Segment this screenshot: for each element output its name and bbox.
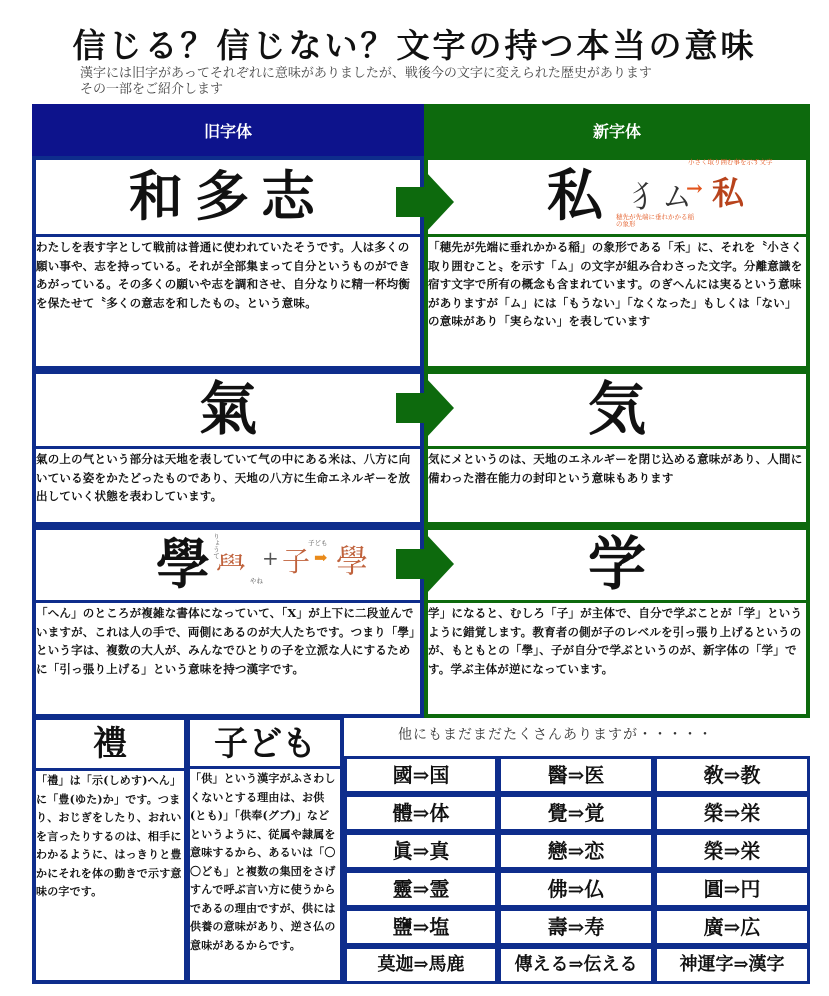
intro-line-2: その一部をご紹介します [80, 82, 224, 97]
divider [32, 768, 188, 771]
kanji-pair-cell: 體⇒体 [344, 794, 498, 832]
art-label-roof: やね [250, 577, 263, 585]
kanji-pair-cell: 廣⇒広 [654, 908, 810, 946]
old-text-row1: わたしを表す字として戦前は普通に使われていたそうです。人は多くの願い事や、志を持っている。それが全部集まって自分というものができあがっている。その多くの願いや志を調和させ、自分なりに精一杯均衡を保たせて〝多くの意志を和したもの〟という意味。 [36, 240, 411, 310]
new-char-row3: 学 [587, 530, 646, 598]
kanji-pair-cell: 榮⇒栄 [654, 794, 810, 832]
old-text-row3: 「へん」のところが複雑な書体になっていて、「X」が上下に二段並んでいますが、これは人の手で、両側にあるのが大人たちです。つまり「學」という字は、複数の大人が、みんなでひとりの子を立派な人にするために「引っ張り上げる」という意味を持つ漢字です。 [36, 606, 416, 676]
new-char-row1: 私 [547, 163, 603, 229]
divider [424, 234, 810, 237]
kanji-pair-cell: 鹽⇒塩 [344, 908, 498, 946]
old-char-row3: 學 [156, 532, 210, 596]
kanji-pair-cell: 傳える⇒伝える [498, 946, 654, 984]
divider [32, 234, 424, 237]
kanji-pair-cell: 莫迦⇒馬鹿 [344, 946, 498, 984]
old-char-row2: 氣 [198, 375, 257, 443]
glyph-art-child: 子 [282, 545, 311, 578]
arrow-right-icon [396, 378, 454, 438]
arrow-right-icon [396, 172, 454, 232]
divider [32, 446, 424, 449]
new-char-row2: 気 [587, 375, 646, 443]
kanji-pair-cell: 戀⇒恋 [498, 832, 654, 870]
kanji-pair-cell: 覺⇒覚 [498, 794, 654, 832]
glyph-note-2: 穂先が先端に垂れかかる稲の象形 [616, 213, 694, 228]
arrow-right-icon [396, 534, 454, 594]
kanji-pair-cell: 敎⇒教 [654, 756, 810, 794]
arrow-icon: ➡ [314, 548, 328, 567]
kanji-pair-cell: 圓⇒円 [654, 870, 810, 908]
new-text-row1: 「穂先が先端に垂れかかる稲」の象形である「禾」に、それを〝小さく取り囲むこと〟を示す「ム」の文字が組み合わさった文字。分離意識を宿す文字で所有の概念も含まれています。のぎへんには実るという意味がありますが「ム」には「もうない」「なくなった」もしくは「ない」の意味があり「実らない」を表しています [428, 240, 803, 328]
header-new-form [424, 104, 810, 156]
rei-char: 禮 [93, 724, 127, 764]
glyph-art-composite: 學 [336, 542, 369, 580]
kanji-pair-cell: 醫⇒医 [498, 756, 654, 794]
kanji-pair-cell: 眞⇒真 [344, 832, 498, 870]
kanji-pair-cell: 榮⇒栄 [654, 832, 810, 870]
plus-icon: + [262, 546, 279, 570]
kanji-pair-cell: 佛⇒仏 [498, 870, 654, 908]
kodomo-char: 子ども [214, 724, 316, 764]
glyph-art-hands: 𦥯 [216, 546, 248, 581]
glyph-art-modern: 私 [712, 174, 745, 212]
art-label-hands: りょうて [212, 533, 220, 559]
arrow-icon: → [686, 176, 703, 200]
old-text-row2: 氣の上の气という部分は天地を表していて气の中にある米は、八方に向いている姿をかたどったものであり、天地の八方に生命エネルギーを放出していく状態を表わしています。 [36, 452, 411, 503]
header-old-form [32, 104, 424, 156]
new-text-row2: 気にメというのは、天地のエネルギーを閉じ込める意味があり、人間に備わった潜在能力の封印という意味もあります [428, 452, 803, 485]
page-title: 信じる？信じない？文字の持つ本当の意味 [72, 26, 757, 65]
intro-text [80, 66, 780, 98]
glyph-art-ancient: ⺨ム [632, 180, 692, 215]
divider [32, 600, 424, 603]
divider [424, 446, 810, 449]
header-new-label: 新字体 [592, 122, 641, 141]
header-old-label: 旧字体 [203, 122, 252, 141]
divider [424, 600, 810, 603]
new-text-row3: 学」になると、むしろ「子」が主体で、自分で学ぶことが「学」というように錯覚します。教育者の側が子のレベルを引っ張り上げるというのが、もともとの「學」、子が自分で学ぶというのが、新字体の「学」です。学ぶ主体が逆になっています。 [428, 606, 803, 676]
old-char-row1: 和多志 [129, 164, 327, 228]
kanji-pair-cell: 神運字⇒漢字 [654, 946, 810, 984]
art-label-child: 子ども [308, 539, 328, 547]
kanji-pair-cell: 壽⇒寿 [498, 908, 654, 946]
kanji-pair-cell: 國⇒国 [344, 756, 498, 794]
kanji-pair-cell: 靈⇒霊 [344, 870, 498, 908]
intro-line-1: 漢字には旧字があってそれぞれに意味がありましたが、戦後今の文字に変えられた歴史があります [80, 66, 652, 81]
kodomo-text: 「供」という漢字がふさわしくないとする理由は、お供(とも)」「供奉(グブ)」などというように、従属や隷属を意味するから、あるいは「〇〇ども」と複数の集団をさげすんで呼ぶ言い方に使うからであるの理由ですが、供には供養の意味があり、逆さ仏の意味があるからです。 [190, 772, 336, 952]
more-label: 他にもまだまだたくさんありますが・・・・・ [398, 727, 713, 743]
rei-text: 「禮」は「示(しめす)へん」に「豊(ゆた)か」です。つまり、おじぎをしたり、おれいを言ったりするのは、相手にわかるように、はっきりと豊かにそれを体の動きで示す意味の字です。 [36, 774, 182, 898]
glyph-note-1: 小さく取り囲む事を示す文字 [688, 158, 773, 166]
